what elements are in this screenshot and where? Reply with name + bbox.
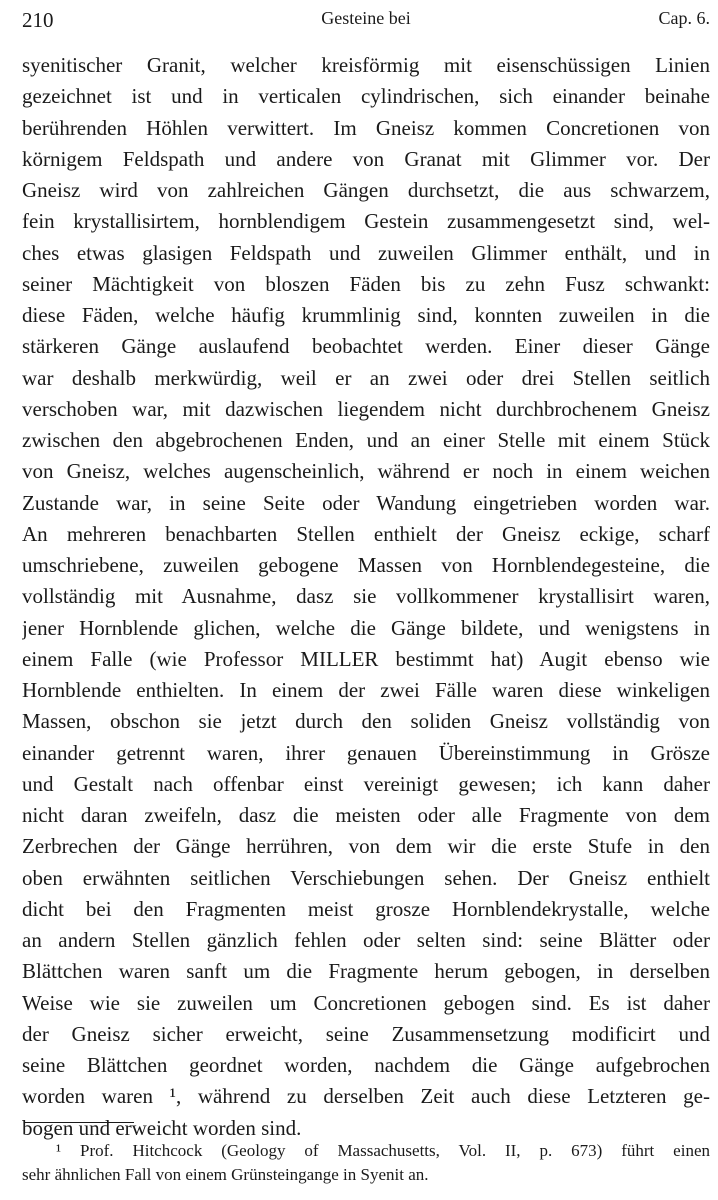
text-line: einander getrennt waren, ihrer genauen Übereinstimmung in Grösze — [22, 740, 710, 765]
text-line: dicht bei den Fragmenten meist grosze Hornblendekrystalle, welche — [22, 896, 710, 921]
text-line: ches etwas glasigen Feldspath und zuweilen Glimmer enthält, und in — [22, 240, 710, 265]
running-title: Gesteine bei — [321, 8, 411, 28]
text-line: seine Blättchen geordnet worden, nachdem die Gänge aufgebrochen — [22, 1053, 710, 1077]
text-line: Weise wie sie zuweilen um Concretionen gebogen sind. Es ist daher — [22, 990, 710, 1015]
footnote-line: sehr ähnlichen Fall von einem Grünsteingange in Syenit an. — [22, 1165, 429, 1184]
text-line: Blättchen waren sanft um die Fragmente herum gebogen, in derselben — [22, 959, 710, 984]
text-line: fein krystallisirtem, hornblendigem Gestein zusammengesetzt sind, wel- — [22, 209, 710, 234]
text-line: nicht daran zweifeln, dasz die meisten oder alle Fragmente von dem — [22, 803, 710, 827]
text-line: war deshalb merkwürdig, weil er an zwei oder drei Stellen seitlich — [22, 365, 710, 390]
page-header — [22, 8, 710, 36]
footnote — [22, 1139, 710, 1187]
text-line: an andern Stellen gänzlich fehlen oder selten sind: seine Blätter oder — [22, 928, 710, 952]
text-line: berührenden Höhlen verwittert. Im Gneisz kommen Concretionen von — [22, 115, 710, 140]
text-line: gezeichnet ist und in verticalen cylindrischen, sich einander beinahe — [22, 84, 710, 109]
text-line: jener Hornblende glichen, welche die Gänge bildete, und wenigstens in — [22, 615, 710, 640]
text-line: syenitischer Granit, welcher kreisförmig mit eisenschüssigen Linien — [22, 53, 710, 77]
text-line: einem Falle (wie Professor MILLER bestimmt hat) Augit ebenso wie — [22, 646, 710, 671]
text-line: und Gestalt nach offenbar einst vereinigt gewesen; ich kann daher — [22, 771, 710, 796]
page-number: 210 — [22, 8, 54, 32]
text-line: worden waren ¹, während zu derselben Zeit auch diese Letzteren ge- — [22, 1084, 710, 1109]
text-line: Zerbrechen der Gänge herrühren, von dem wir die erste Stufe in den — [22, 834, 710, 859]
text-line: Hornblende enthielten. In einem der zwei Fälle waren diese winkeligen — [22, 678, 710, 702]
text-line: verschoben war, mit dazwischen liegendem nicht durchbrochenem Gneisz — [22, 396, 710, 421]
footnote-divider — [24, 1122, 134, 1123]
text-line: seiner Mächtigkeit von bloszen Fäden bis zu zehn Fusz schwankt: — [22, 271, 710, 296]
text-line: umschriebene, zuweilen gebogene Massen von Hornblendegesteine, die — [22, 553, 710, 577]
text-line: diese Fäden, welche häufig krummlinig sind, konnten zuweilen in die — [22, 303, 710, 327]
body-text — [22, 50, 710, 1144]
chapter-label: Cap. 6. — [658, 8, 710, 28]
footnote-line: ¹ Prof. Hitchcock (Geology of Massachusetts, Vol. II, p. 673) führt einen — [56, 1141, 710, 1160]
text-line: oben erwähnten seitlichen Verschiebungen sehen. Der Gneisz enthielt — [22, 865, 710, 890]
text-line: vollständig mit Ausnahme, dasz sie vollkommener krystallisirt waren, — [22, 584, 710, 609]
text-line: Zustande war, in seine Seite oder Wandung eingetrieben worden war. — [22, 490, 710, 515]
text-line: zwischen den abgebrochenen Enden, und an einer Stelle mit einem Stück — [22, 428, 710, 452]
text-line: von Gneisz, welches augenscheinlich, während er noch in einem weichen — [22, 459, 710, 484]
text-line: körnigem Feldspath und andere von Granat mit Glimmer vor. Der — [22, 146, 710, 171]
text-line: bogen und erweicht worden sind. — [22, 1115, 302, 1140]
text-line: Gneisz wird von zahlreichen Gängen durchsetzt, die aus schwarzem, — [22, 178, 710, 202]
text-line: der Gneisz sicher erweicht, seine Zusammensetzung modificirt und — [22, 1021, 710, 1046]
text-line: Massen, obschon sie jetzt durch den soliden Gneisz vollständig von — [22, 709, 710, 734]
text-line: An mehreren benachbarten Stellen enthielt der Gneisz eckige, scharf — [22, 521, 710, 546]
text-line: stärkeren Gänge auslaufend beobachtet werden. Einer dieser Gänge — [22, 334, 710, 359]
